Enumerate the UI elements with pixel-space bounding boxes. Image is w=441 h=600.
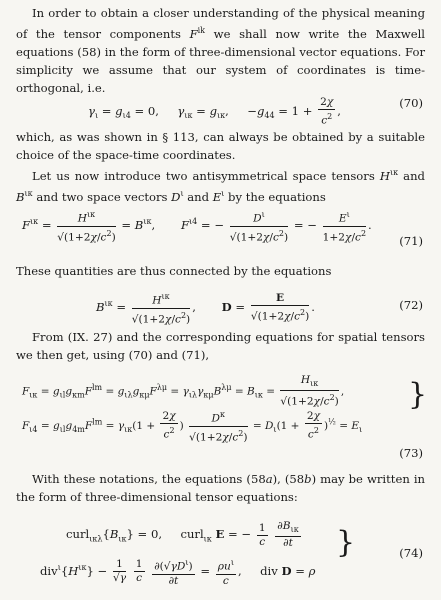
equation-number: (73) [399,446,423,460]
paragraph-intro: In order to obtain a closer understanding of the physical meaning of the tensor components $F^{ik}$ we shall now write the Maxwell equations (58) in the form of three-dimensional vector equations. For simplicity we assume that our system of coordinates is time-orthogonal, i.e. [16,6,426,95]
equation-number: (70) [399,96,423,110]
equation-number: (72) [399,298,423,312]
paragraph-connected: These quantities are thus connected by the equations [16,264,332,278]
equation-number: (71) [399,234,423,248]
equation-number: (74) [399,546,423,560]
paragraph-introduce: Let us now introduce two antisymmetrical space tensors $H^{\iota\kappa}$ and $B^{\iota\kappa}$ and two space vectors $D^\iota$ and $E^\iota$ by the equations [16,168,425,204]
paragraph-choice: which, as was shown in § 113, can always be obtained by a suitable choice of the space-time coordinates. [16,130,425,162]
paragraph-from: From (IX. 27) and the corresponding equations for spatial tensors we then get, using (70) and (71), [16,330,425,362]
book-page: In order to obtain a closer understanding of the physical meaning of the tensor components $F^{ik}$ we shall now write the Maxwell equations (58) in the form of three-dimensional vector equations. For simplicity we assume that our system of coordinates is time-orthogonal, i.e. $\gamma_\iota = g_{\iota 4} = 0$, $\gamma_{\iota\kappa} = g_{\iota\kappa}$, $-g_{44} = 1$ + $\frac{2\chi}{c^2}$ , (70) which, as was shown in § 113, can always be obtained by a suitable choice of the space-time coordinates. Let us now introduce two antisymmetrical space tensors $H^{\iota\kappa}$ and $B^{\iota\kappa}$ and two space vectors $D^\iota$ and $E^\iota$ by the equations $F^{\iota\kappa}$ = $\frac{H^{\iota\kappa}}{√(1+2\chi/c^2)}$ = $B^{\iota\kappa}$, $F^{\iota 4}$ = − $\frac{D^\iota}{√(1+2\chi/c^2)}$ = − $\frac{E^\iota}{1+2\chi/c^2}$ . (71) These quantities are thus connected by the equations $B^{\iota\kappa}$ = $\frac{H^{\iota\kappa}}{√(1+2\chi/c^2)}$ , D = $\frac{E}{√(1+2\chi/c^2)}$ . (72) From (IX. 27) and the corresponding equations for spatial tensors we then get, using (70) and (71), $F_{\iota\kappa} = g_{\iota l}g_{\kappa m}F^{lm} = g_{\iota\lambda}g_{\kappa\mu}F^{\lambda\mu} = \gamma_{\iota\lambda}\gamma_{\kappa\mu}B^{\lambda\mu} = B_{\iota\kappa}$ = $\frac{H_{\iota\kappa}}{√(1+2\chi/c^2)}$ , $F_{\iota 4} = g_{\iota l}g_{4m}F^{lm} = \gamma_{\iota\kappa}(1$ + $\frac{2\chi}{c^2}$ ) $\frac{D^\kappa}{√(1+2\chi/c^2)}$ = $D_\iota(1$ + $\frac{2\chi}{c^2}$ )$^{\frac{1}{2}} = E_\iota$ } (73) With these notations, the equations (58a), (58b) may be written in the form of three-dimensional tensor equations: $curl_{\iota\kappa\lambda}\{B_{\iota\kappa}\} = 0$, curl$_{\iota\kappa}$ E = − $\frac{1}{c}$ $\frac{\partial B_{\iota\kappa}}{\partial t}$ $div^\iota\{H^{\iota\kappa}\}$ − $\frac{1}{√\gamma}$ $\frac{1}{c}$ $\frac{\partial(√\gamma D^\iota)}{\partial t}$ = $\frac{\rho u^\iota}{c}$ , div D = ρ } (74) [16,6,428,587]
paragraph-notations: With these notations, the equations (58a), (58b) may be written in the form of three-dimensional tensor equations: [16,472,425,504]
